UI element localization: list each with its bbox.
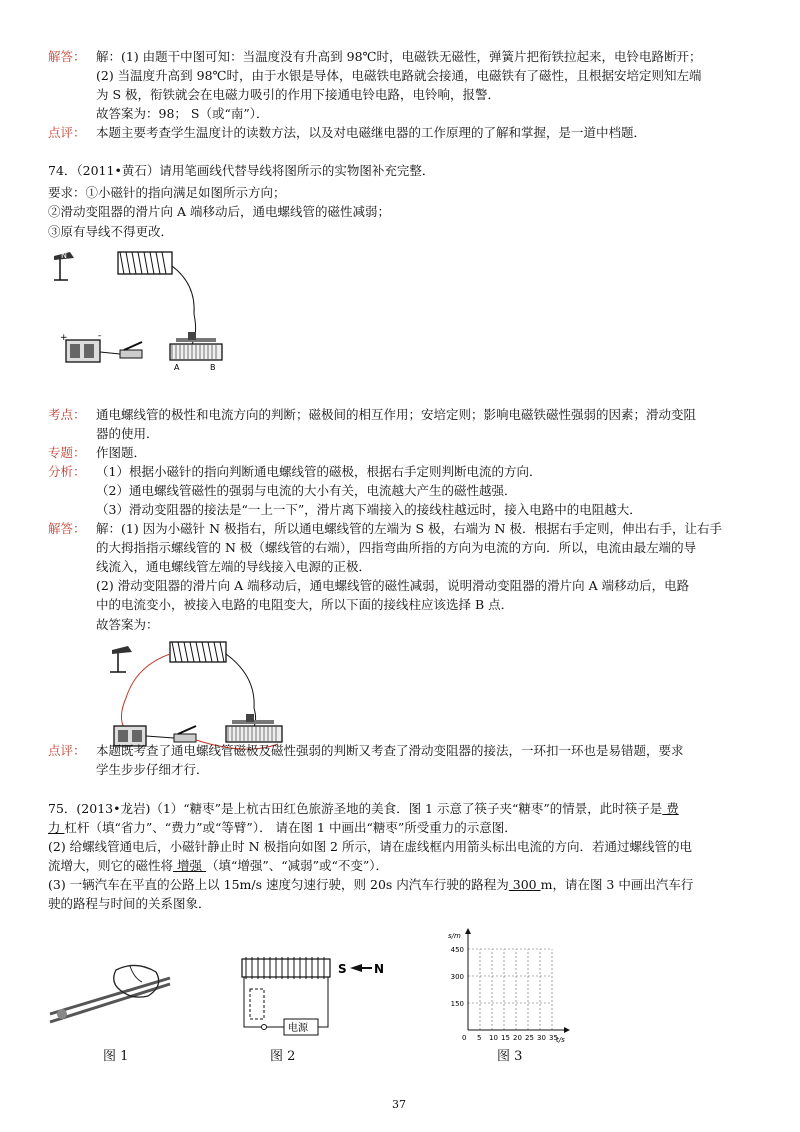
answer-line: 为 S 极，衔铁就会在电磁力吸引的作用下接通电铃电路，电铃响，报警． bbox=[96, 87, 501, 102]
answer-label: 解答： bbox=[48, 49, 86, 64]
circuit-figure-question bbox=[46, 244, 246, 376]
solenoid-icon bbox=[170, 642, 226, 662]
x-tick-label: 15 bbox=[501, 1034, 510, 1042]
q75-line: (2) 给螺线管通电后，小磁针静止时 N 极指向如图 2 所示，请在虚线框内用箭头标出电流的方向．若通过螺线管的电 bbox=[48, 839, 692, 854]
x-tick-label: 35 bbox=[549, 1034, 558, 1042]
solenoid-icon bbox=[118, 252, 172, 274]
q75-text: 杠杆（填“省力”、“费力”或“等臂”）． 请在图 1 中画出“糖枣”所受重力的示意图． bbox=[64, 820, 517, 835]
chopsticks-figure bbox=[46, 960, 176, 1030]
compass-n-label: N bbox=[61, 251, 67, 260]
battery-icon bbox=[60, 331, 101, 362]
q75-line: 驶的路程与时间的关系图象． bbox=[48, 896, 211, 911]
requirement: ③原有导线不得更改． bbox=[48, 224, 174, 239]
fenxi-text: （2）通电螺线管磁性的强弱与电流的大小有关，电流越大产生的磁性越强． bbox=[96, 483, 517, 498]
x-tick-label: 20 bbox=[513, 1034, 522, 1042]
requirement: ②滑动变阻器的滑片向 A 端移动后，通电螺线管的磁性减弱； bbox=[48, 204, 390, 219]
jieda-text: (2) 滑动变阻器的滑片向 A 端移动后，通电螺线管的磁性减弱，说明滑动变阻器的滑片向 A 端移动后，电路 bbox=[96, 578, 690, 593]
rheostat-icon bbox=[170, 332, 222, 372]
compass-needle-icon bbox=[54, 251, 74, 280]
q75-text: m，请在图 3 中画出汽车行 bbox=[540, 877, 694, 892]
figure-caption: 图 1 bbox=[103, 1049, 129, 1064]
switch-icon bbox=[174, 726, 196, 742]
answer-blank: 300 bbox=[508, 877, 541, 892]
jieda-text: 中的电流变小，被接入电路的电阻变大，所以下面的接线柱应该选择 B 点． bbox=[96, 597, 514, 612]
q75-line bbox=[48, 819, 517, 837]
y-tick-label: 150 bbox=[450, 1000, 464, 1008]
fenxi-text: （3）滑动变阻器的接法是“一上一下”，滑片离下端接入的接线柱越远时，接入电路中的电阻越大． bbox=[96, 502, 642, 517]
zhuanti-label: 专题： bbox=[48, 445, 86, 460]
question-title: 74．（2011•黄石）请用笔画线代替导线将图所示的实物图补充完整． bbox=[48, 163, 435, 178]
x-axis-label: t/s bbox=[556, 1036, 565, 1044]
answer-line: 解：(1) 由题干中图可知：当温度没有升高到 98℃时，电磁铁无磁性，弹簧片把衔铁拉起来，电铃电路断开； bbox=[96, 49, 702, 64]
page-number: 37 bbox=[392, 1098, 406, 1111]
x-tick-label: 10 bbox=[489, 1034, 498, 1042]
dianping-text: 学生步步仔细才行． bbox=[96, 762, 209, 777]
q75-line bbox=[48, 876, 693, 894]
jieda-label: 解答： bbox=[48, 521, 86, 536]
battery-minus-label: - bbox=[98, 331, 102, 341]
answer-final: 故答案为：98； S（或“南”）． bbox=[96, 106, 269, 121]
figure-caption: 图 2 bbox=[270, 1049, 296, 1064]
answer-line: (2) 当温度升高到 98℃时，由于水银是导体，电磁铁电路就会接通，电磁铁有了磁性，且根据安培定则知左端 bbox=[96, 68, 702, 83]
x-tick-label: 25 bbox=[525, 1034, 534, 1042]
figure-caption: 图 3 bbox=[497, 1049, 523, 1064]
graph-grid bbox=[468, 949, 552, 1030]
jieda-text: 解：(1) 因为小磁针 N 极指右，所以通电螺线管的左端为 S 极，右端为 N 极．根据右手定则，伸出右手，让右手 bbox=[96, 521, 722, 536]
x-tick-label: 0 bbox=[462, 1034, 467, 1042]
needle-s-label: S bbox=[338, 962, 347, 976]
fenxi-label: 分析： bbox=[48, 464, 86, 479]
kaodian-label: 考点： bbox=[48, 407, 86, 422]
comment-text: 本题主要考查学生温度计的读数方法，以及对电磁继电器的工作原理的了解和掌握，是一道中档题． bbox=[96, 125, 647, 140]
q75-line bbox=[48, 800, 679, 818]
answer-blank: 力 bbox=[48, 820, 65, 835]
st-graph bbox=[428, 926, 578, 1046]
dianping-label: 点评： bbox=[48, 743, 86, 758]
current-arrow-box bbox=[250, 989, 264, 1019]
battery-plus-label: + bbox=[60, 333, 68, 343]
x-tick-label: 5 bbox=[477, 1034, 482, 1042]
x-tick-label: 30 bbox=[537, 1034, 546, 1042]
y-tick-label: 450 bbox=[450, 946, 464, 954]
zhuanti-text: 作图题． bbox=[96, 445, 147, 460]
jieda-text: 线流入，通电螺线管左端的导线接入电源的正极． bbox=[96, 559, 372, 574]
dianping-text: 本题既考查了通电螺线管磁极及磁性强弱的判断又考查了滑动变阻器的接法，一环扣一环也是易错题，要求 bbox=[96, 743, 684, 758]
q75-text: (3) 一辆汽车在平直的公路上以 15m/s 速度匀速行驶，则 20s 内汽车行驶的路程为 bbox=[48, 877, 509, 892]
power-label: 电源 bbox=[288, 1023, 308, 1034]
kaodian-text: 器的使用． bbox=[96, 426, 159, 441]
rheostat-b-label: B bbox=[210, 363, 216, 372]
answer-blank: 增强 bbox=[173, 858, 206, 873]
jieda-text: 的大拇指指示螺线管的 N 极（螺线管的右端），四指弯曲所指的方向为电流的方向．所以，电流由最左端的导 bbox=[96, 540, 697, 555]
q75-line bbox=[48, 857, 388, 875]
y-tick-label: 300 bbox=[450, 973, 464, 981]
requirement: 要求：①小磁针的指向满足如图所示方向； bbox=[48, 185, 286, 200]
fenxi-text: （1）根据小磁针的指向判断通电螺线管的磁极，根据右手定则判断电流的方向． bbox=[96, 464, 542, 479]
compass-needle-icon bbox=[110, 646, 132, 672]
date-ball-icon bbox=[57, 1009, 67, 1019]
needle-n-label: N bbox=[374, 962, 385, 976]
solenoid-circuit-figure bbox=[238, 955, 408, 1037]
rheostat-a-label: A bbox=[174, 363, 180, 372]
q75-text: 75．(2013•龙岩)（1）“糖枣”是上杭古田红色旅游圣地的美食．图 1 示意了筷子夹“糖枣”的情景，此时筷子是 bbox=[48, 801, 663, 816]
y-axis-label: s/m bbox=[448, 932, 461, 940]
jieda-final: 故答案为： bbox=[96, 617, 159, 632]
switch-icon bbox=[120, 342, 142, 358]
comment-label: 点评： bbox=[48, 125, 86, 140]
circuit-figure-answer bbox=[96, 636, 316, 756]
q75-text: （填“增强”、“减弱”或“不变”）． bbox=[205, 858, 389, 873]
answer-blank: 费 bbox=[662, 801, 679, 816]
q75-text: 流增大，则它的磁性将 bbox=[48, 858, 174, 873]
rheostat-icon bbox=[226, 714, 282, 742]
kaodian-text: 通电螺线管的极性和电流方向的判断；磁极间的相互作用；安培定则；影响电磁铁磁性强弱的因素；滑动变阻 bbox=[96, 407, 697, 422]
